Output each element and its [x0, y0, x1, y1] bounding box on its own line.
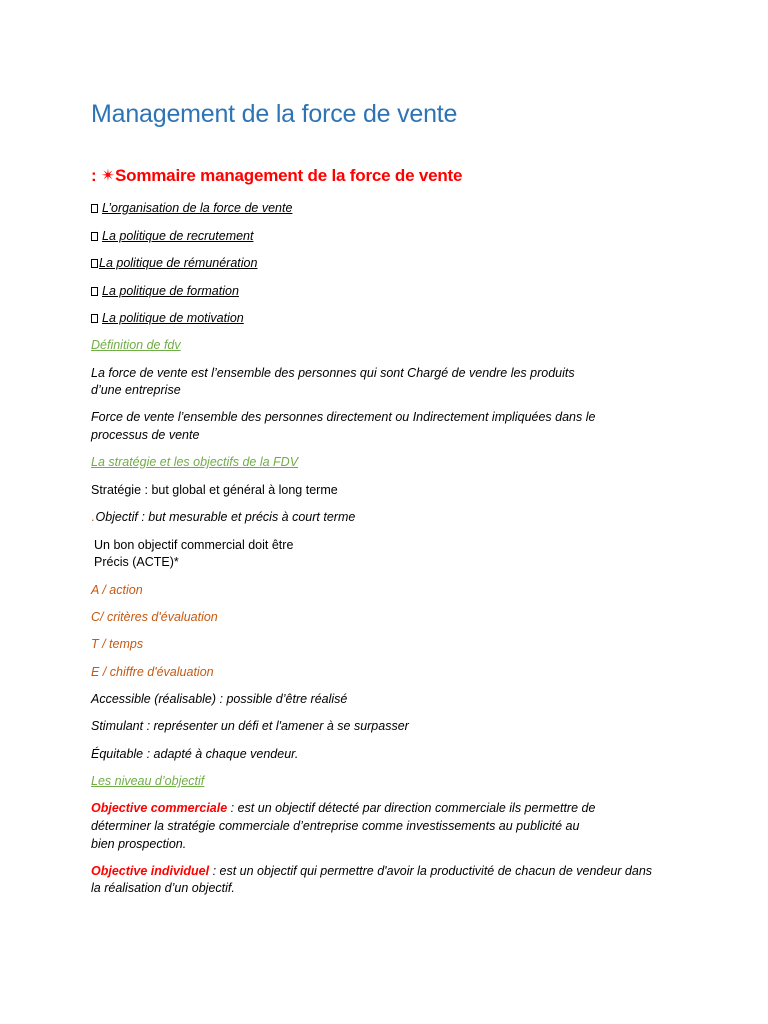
summary-item	[91, 310, 244, 328]
star-icon: ✴	[100, 166, 116, 185]
criteria-item: Équitable : adapté à chaque vendeur.	[91, 747, 299, 761]
commercial-label: Objective commerciale	[91, 801, 228, 815]
missing-glyph-icon	[91, 314, 98, 323]
missing-glyph-icon	[91, 204, 98, 213]
summary-item	[91, 200, 292, 218]
summary-heading-text: Sommaire management de la force de vente	[115, 166, 463, 185]
definition-2-line2: processus de vente	[91, 428, 200, 442]
summary-heading	[91, 166, 462, 186]
strategy-heading: La stratégie et les objectifs de la FDV	[91, 455, 299, 469]
acte-item: C/ critères d'évaluation	[91, 610, 218, 624]
summary-item-text: La politique de rémunération	[99, 256, 258, 270]
objective-tick: .	[91, 510, 95, 524]
acte-item: T / temps	[91, 637, 144, 651]
commercial-text: : est un objectif détecté par direction commerciale ils permettre de	[227, 801, 596, 815]
summary-item	[91, 255, 257, 273]
summary-item	[91, 283, 239, 301]
definition-2-line1: Force de vente l’ensemble des personnes directement ou Indirectement impliquées dans le	[91, 410, 596, 424]
individual-line1	[91, 863, 652, 881]
individual-line2: la réalisation d’un objectif.	[91, 881, 235, 895]
summary-item-text: L’organisation de la force de vente	[102, 201, 293, 215]
objective-line	[91, 509, 355, 527]
acte-item: E / chiffre d'évaluation	[91, 665, 214, 679]
good-objective-line2: Précis (ACTE)*	[94, 555, 179, 569]
missing-glyph-icon	[91, 259, 98, 268]
commercial-line3: bien prospection.	[91, 837, 187, 851]
commercial-line1	[91, 800, 595, 818]
individual-text: : est un objectif qui permettre d'avoir la productivité de chacun de vendeur dans	[209, 864, 653, 878]
acte-item: A / action	[91, 583, 143, 597]
summary-item-text: La politique de recrutement	[102, 229, 254, 243]
page-title: Management de la force de vente	[91, 100, 458, 128]
summary-item-text: La politique de motivation	[102, 311, 244, 325]
summary-item	[91, 228, 253, 246]
strategy-line: Stratégie : but global et général à long terme	[91, 483, 338, 497]
missing-glyph-icon	[91, 232, 98, 241]
definition-1-line1: La force de vente est l’ensemble des personnes qui sont Chargé de vendre les produits	[91, 366, 575, 380]
levels-heading: Les niveau d’objectif	[91, 774, 205, 788]
missing-glyph-icon	[91, 287, 98, 296]
individual-label: Objective individuel	[91, 864, 210, 878]
criteria-item: Accessible (réalisable) : possible d’être réalisé	[91, 692, 348, 706]
definition-heading: Définition de fdv	[91, 338, 181, 352]
definition-1-line2: d’une entreprise	[91, 383, 181, 397]
objective-text: Objectif : but mesurable et précis à court terme	[95, 510, 356, 524]
criteria-item: Stimulant : représenter un défi et l'amener à se surpasser	[91, 719, 409, 733]
summary-prefix: :	[91, 166, 101, 185]
commercial-line2: déterminer la stratégie commerciale d’entreprise comme investissements au publicité au	[91, 819, 580, 833]
good-objective-line1: Un bon objectif commercial doit être	[94, 538, 294, 552]
summary-item-text: La politique de formation	[102, 284, 239, 298]
